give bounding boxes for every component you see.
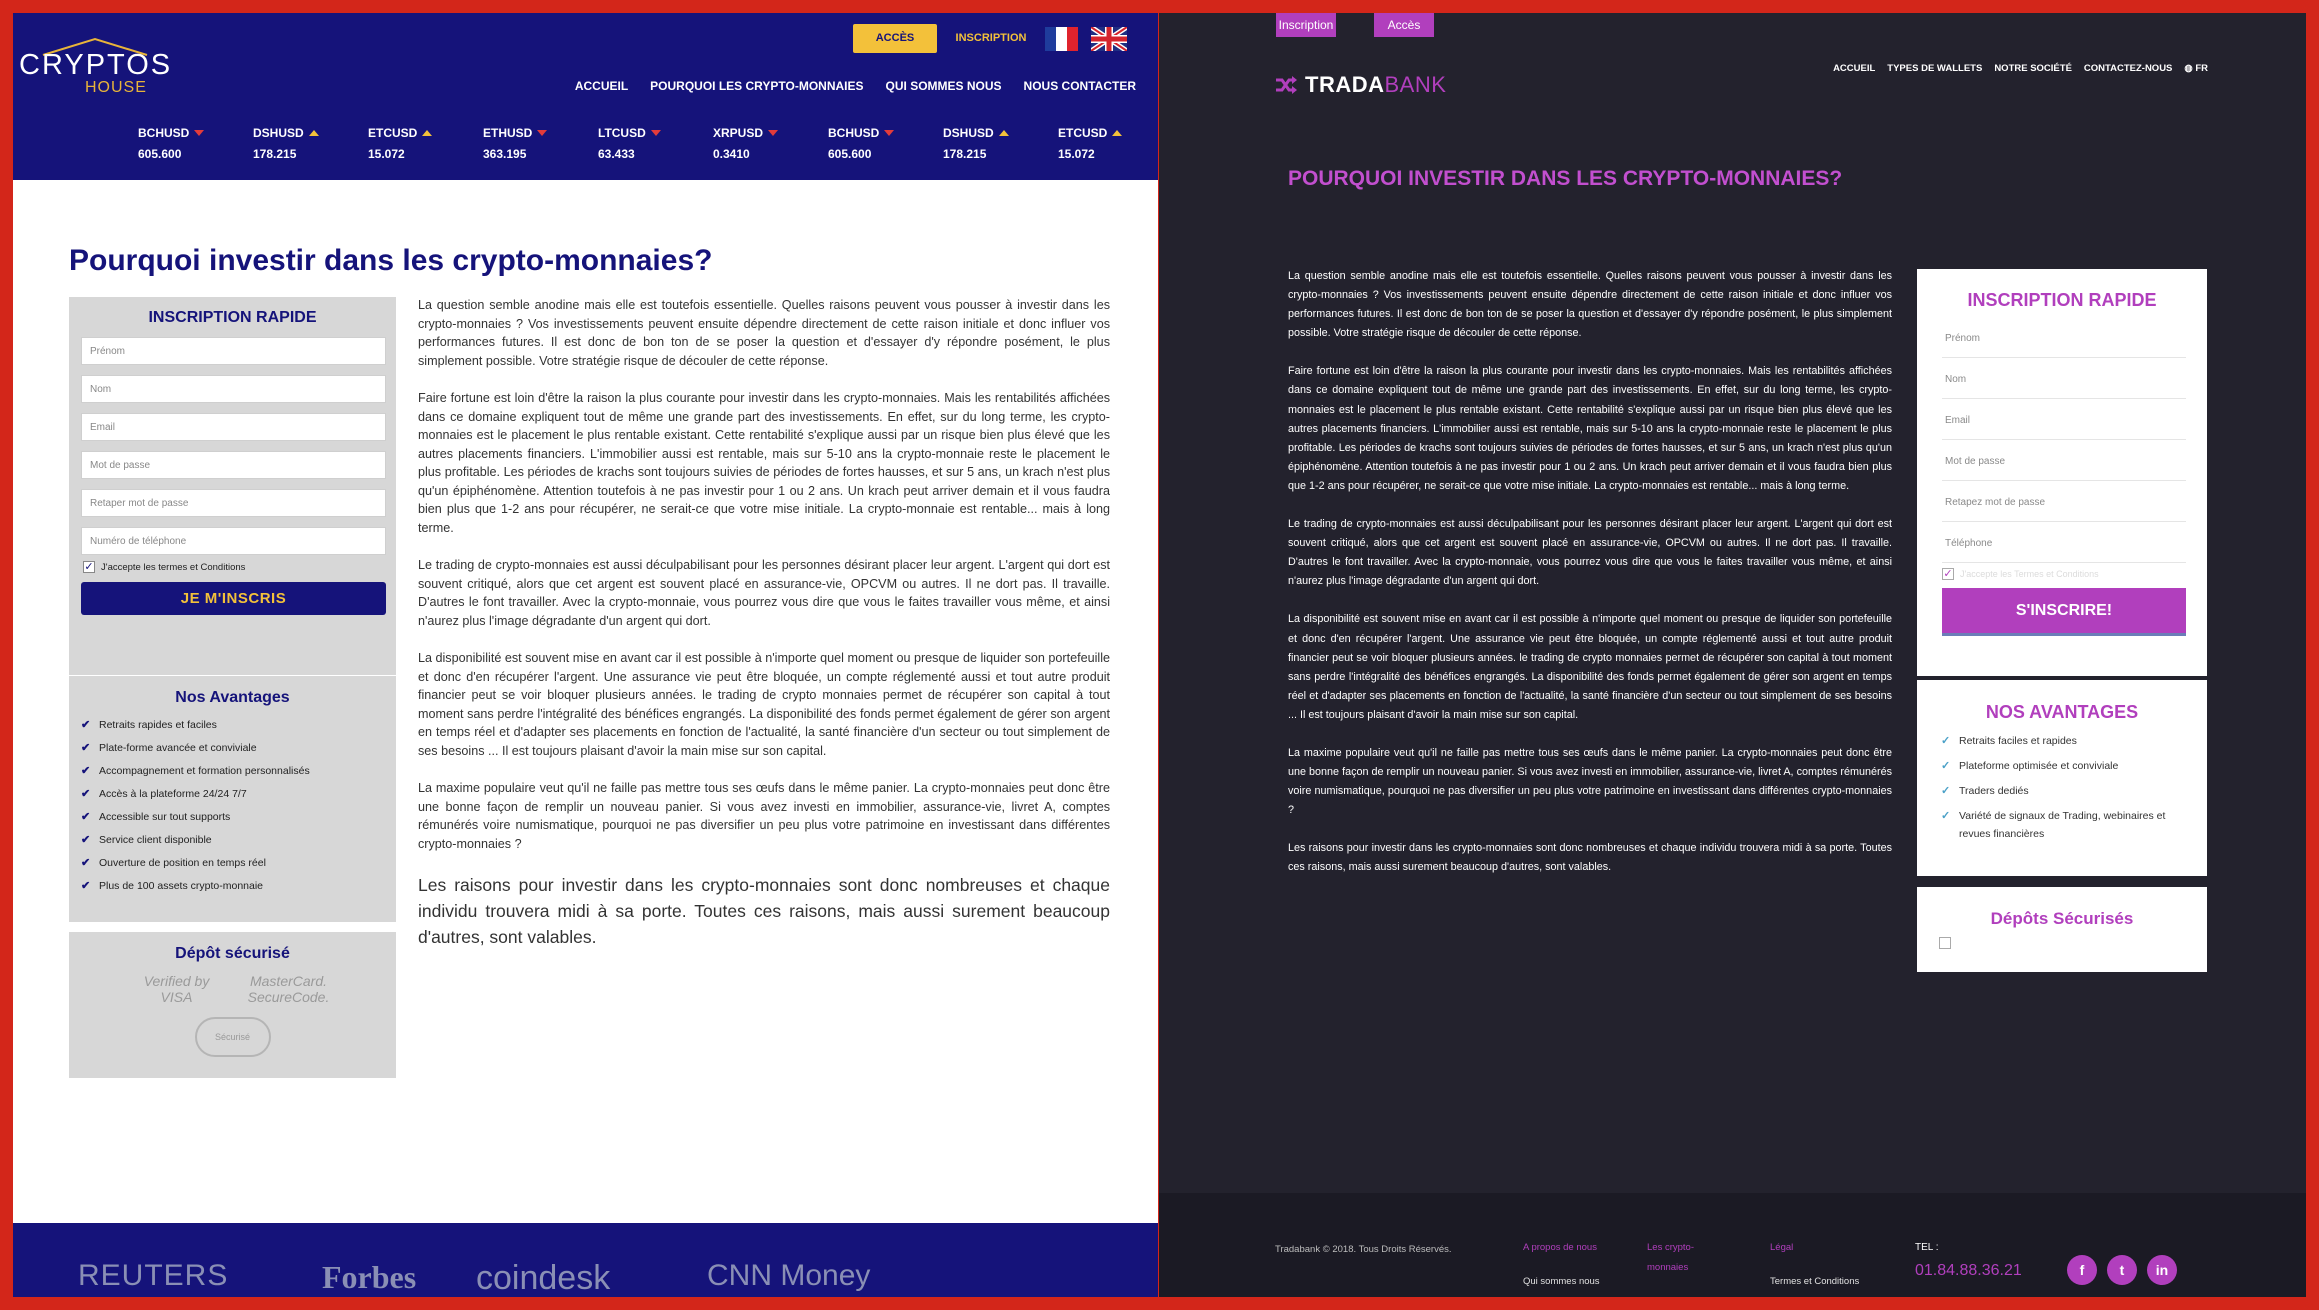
advantage-label: Variété de signaux de Trading, webinaires et revues financières xyxy=(1959,810,2166,840)
check-icon: ✓ xyxy=(1941,735,1951,747)
ticker-value: 178.215 xyxy=(253,147,297,161)
footer-heading-cryptos[interactable]: Les crypto-monnaies xyxy=(1647,1242,1694,1273)
paragraph: Les raisons pour investir dans les crypto-monnaies sont donc nombreuses et chaque individu trouvera midi à sa porte. Toutes ces raisons, mais aussi surement beaucoup d'autres, sont valables. xyxy=(1288,842,1892,874)
ticker-item xyxy=(943,125,1058,161)
ticker-symbol xyxy=(368,125,483,141)
ticker-symbol-label: XRPUSD xyxy=(713,126,764,140)
advantage-label: Retraits faciles et rapides xyxy=(1959,735,2077,747)
header xyxy=(13,13,1158,180)
advantages-box xyxy=(69,676,396,922)
advantage-label: Service client disponible xyxy=(99,833,212,846)
shuffle-arrows-icon xyxy=(1275,76,1297,94)
list-item xyxy=(81,782,396,805)
paragraph: La disponibilité est souvent mise en avant car il est possible à n'importe quel moment ou presque de liquider son portefeuille et donc d'en récupérer l'argent. Une assurance vie peut être bloquée, un compte réglementé aussi et tout autre produit financier peut se voir bloquer plusieurs années. le trading de crypto monnaies permet de récupérer son capital à tout moment sans perdre l'intégralité des bénéfices engrangés. La disponibilité des fonds permet également de gérer son argent en temps réel et d'adapter ses placements en fonction de l'actualité, la santé financière d'un secteur ou tout simplement de ses besoins ... Il est toujours plaisant d'avoir la main mise sur son capital. xyxy=(418,651,1110,758)
nav-item-qui-sommes-nous[interactable]: QUI SOMMES NOUS xyxy=(885,79,1002,93)
check-icon: ✓ xyxy=(1941,760,1951,772)
ticker-symbol-label: ETHUSD xyxy=(483,126,533,140)
check-icon: ✔ xyxy=(81,811,91,823)
paragraph: La question semble anodine mais elle est toutefois essentielle. Quelles raisons peuvent vous pousser à investir dans les crypto-monnaies ? Vos investissements peuvent ensuite dépendre directement de cette raison initiale et donc influer vos performances futures. Il est donc de bon ton de se poser la question et d'essayer d'y répondre posément, le plus simplement possible. Votre stratégie risque de découler de cette réponse. xyxy=(1288,270,1892,340)
deposit-title: Dépôt sécurisé xyxy=(175,945,290,962)
ticker-item xyxy=(598,125,713,161)
list-item xyxy=(81,828,396,851)
paragraph: Faire fortune est loin d'être la raison la plus courante pour investir dans les crypto-monnaies. Mais les rentabilités affichées dans ce domaine expliquent tout de même une grande part des investissements. En effet, sur du long terme, les crypto-monnaies est le placement le plus rentable existant. Cette rentabilité s'explique aussi par un risque bien plus élevé que les autres placements financiers. L'immobilier aussi est rentable, mais sur 5-10 ans la crypto-monnaie reste le placement le plus profitable. Les périodes de krachs sont toujours suivies de périodes de fortes hausses, et sur 5 ans, un krach n'est plus qu'un épiphénomène. Attention toutefois à ne pas investir pour 1 ou 2 ans. Un krach peut arriver demain et il vous faudra bien plus que 1-2 ans pour récupérer, ne serait-ce que votre mise initiale. La crypto-monnaies est rentable... mais à long terme. xyxy=(1288,365,1892,492)
ticker-symbol xyxy=(943,125,1058,141)
advantage-label: Plus de 100 assets crypto-monnaie xyxy=(99,879,264,892)
ticker-symbol-label: DSHUSD xyxy=(943,126,994,140)
language-label: FR xyxy=(2195,63,2208,74)
nav-item-accueil[interactable]: ACCUEIL xyxy=(574,79,629,93)
arrow-up-icon xyxy=(309,130,319,136)
ticker-value: 178.215 xyxy=(943,147,987,161)
nav-item-accueil[interactable]: ACCUEIL xyxy=(1833,63,1876,74)
nav-item-pourquoi[interactable]: POURQUOI LES CRYPTO-MONNAIES xyxy=(650,79,864,93)
acces-button[interactable]: Accès xyxy=(1374,13,1434,37)
facebook-icon[interactable]: f xyxy=(2067,1255,2097,1285)
terms-row xyxy=(83,561,396,573)
form-title: INSCRIPTION RAPIDE xyxy=(1967,290,2157,310)
ticker-item xyxy=(483,125,598,161)
ticker-symbol xyxy=(253,125,368,141)
phone-field[interactable]: Numéro de téléphone xyxy=(81,527,386,555)
lastname-field[interactable]: Nom xyxy=(81,375,386,403)
article-body xyxy=(418,296,1110,969)
advantages-title: NOS AVANTAGES xyxy=(1985,702,2139,722)
secure-deposit-box xyxy=(69,932,396,1078)
arrow-down-icon xyxy=(537,130,547,136)
linkedin-icon[interactable]: in xyxy=(2147,1255,2177,1285)
email-field[interactable]: Email xyxy=(81,413,386,441)
paragraph: La question semble anodine mais elle est toutefois essentielle. Quelles raisons peuvent vous pousser à investir dans les crypto-monnaies ? Vos investissements peuvent ensuite dépendre directement de cette raison initiale et donc influer vos performances futures. Il est donc de bon ton de se poser la question et d'essayer d'y répondre posément, le plus simplement possible. Votre stratégie risque de découler de cette réponse. xyxy=(418,298,1110,368)
advantage-label: Accessible sur tout supports xyxy=(99,810,231,823)
advantage-label: Traders dediés xyxy=(1959,785,2029,797)
list-item xyxy=(1941,729,2191,754)
press-footer xyxy=(13,1223,1158,1297)
ticker-value: 363.195 xyxy=(483,147,527,161)
form-title: INSCRIPTION RAPIDE xyxy=(148,309,317,326)
list-item xyxy=(81,713,396,736)
advantages-box xyxy=(1917,680,2207,876)
language-selector[interactable] xyxy=(2184,63,2208,74)
nav-item-societe[interactable]: NOTRE SOCIÉTÉ xyxy=(1994,63,2072,74)
list-item xyxy=(81,874,396,897)
deposit-title: Dépôts Sécurisés xyxy=(1990,909,2134,928)
ticker-symbol-label: ETCUSD xyxy=(1058,126,1108,140)
ticker-symbol-label: LTCUSD xyxy=(598,126,646,140)
signup-button[interactable]: S'INSCRIRE! xyxy=(1942,588,2186,636)
inscription-button[interactable]: Inscription xyxy=(1276,13,1336,37)
check-icon: ✔ xyxy=(81,742,91,754)
tel-label: TEL : xyxy=(1915,1242,1939,1253)
ticker-symbol xyxy=(713,125,828,141)
check-icon: ✔ xyxy=(81,880,91,892)
check-icon: ✔ xyxy=(81,857,91,869)
ticker-item xyxy=(828,125,943,161)
twitter-icon[interactable]: t xyxy=(2107,1255,2137,1285)
firstname-field[interactable]: Prénom xyxy=(81,337,386,365)
paragraph: La maxime populaire veut qu'il ne faille pas mettre tous ses œufs dans le même panier. La crypto-monnaies peut donc être une bonne façon de remplir un nouveau panier. Si vous avez investi en immobilier, assurance-vie, livret A, comptes rémunérés voire numismatique, pourquoi ne pas diversifier un peu plus votre patrimoine en investissant dans différentes crypto-monnaies ? xyxy=(1288,746,1892,817)
quick-signup-form xyxy=(1917,269,2207,676)
lastname-field[interactable]: Nom xyxy=(1942,358,2186,399)
arrow-up-icon xyxy=(422,130,432,136)
confirm-password-field[interactable]: Retapez mot de passe xyxy=(1942,481,2186,522)
password-field[interactable]: Mot de passe xyxy=(81,451,386,479)
ticker-item xyxy=(253,125,368,161)
page-title: POURQUOI INVESTIR DANS LES CRYPTO-MONNAIES? xyxy=(1288,167,1843,190)
footer-link-qui-sommes-nous[interactable]: Qui sommes nous xyxy=(1523,1276,1600,1287)
advantage-label: Accès à la plateforme 24/24 7/7 xyxy=(99,787,247,800)
paragraph: Le trading de crypto-monnaies est aussi déculpabilisant pour les personnes désirant placer leur argent. L'argent qui dort est souvent critiqué, alors que cet argent est souvent placé en assurance-vie, OPCVM ou autres. Il ne dort pas. Il travaille. D'autres le font travailler. Avec la crypto-monnaie, vous pourrez vous dire que vous le faites travailler vous même, et ainsi n'aurez plus l'image dégradante d'un argent qui dort. xyxy=(418,558,1110,628)
cnn-money-logo: CNN Money xyxy=(707,1259,871,1292)
reuters-logo: REUTERS xyxy=(78,1259,229,1292)
paragraph: La maxime populaire veut qu'il ne faille pas mettre tous ses œufs dans le même panier. La crypto-monnaies peut donc être une bonne façon de remplir un nouveau panier. Si vous avez investi en immobilier, assurance-vie, livret A, comptes rémunérés voire numismatique, pourquoi ne pas diversifier un peu plus votre patrimoine en investissant dans différentes crypto-monnaies ? xyxy=(418,781,1110,851)
verified-by-visa-logo: Verified by VISA xyxy=(143,973,210,1005)
nav-item-wallets[interactable]: TYPES DE WALLETS xyxy=(1887,63,1983,74)
terms-row xyxy=(1942,568,2207,580)
ticker-value: 0.3410 xyxy=(713,147,750,161)
ticker-item xyxy=(713,125,828,161)
ticker-symbol xyxy=(828,125,943,141)
firstname-field[interactable]: Prénom xyxy=(1942,317,2186,358)
phone-number[interactable]: 01.84.88.36.21 xyxy=(1915,1262,2022,1279)
advantage-label: Plate-forme avancée et conviviale xyxy=(99,741,257,754)
ticker-value: 63.433 xyxy=(598,147,635,161)
ticker-value: 605.600 xyxy=(828,147,872,161)
advantage-label: Plateforme optimisée et conviviale xyxy=(1959,760,2119,772)
ticker-symbol xyxy=(138,125,253,141)
forbes-logo: Forbes xyxy=(322,1259,417,1295)
check-icon: ✔ xyxy=(81,834,91,846)
arrow-up-icon xyxy=(999,130,1009,136)
footer-link-terms[interactable]: Termes et Conditions xyxy=(1770,1276,1860,1287)
ticker-symbol-label: BCHUSD xyxy=(828,126,880,140)
page-title: Pourquoi investir dans les crypto-monnaies? xyxy=(69,244,713,277)
logo-text-bank: BANK xyxy=(1384,72,1447,97)
ticker-symbol xyxy=(483,125,598,141)
list-item xyxy=(1941,754,2191,779)
list-item xyxy=(1941,779,2191,804)
inscription-button[interactable]: INSCRIPTION xyxy=(945,24,1037,53)
arrow-down-icon xyxy=(194,130,204,136)
ticker-item xyxy=(1058,125,1158,161)
ticker-symbol xyxy=(1058,125,1158,141)
price-ticker xyxy=(138,125,1158,161)
logo-text-trada: TRADA xyxy=(1305,72,1385,97)
secure-deposits-box xyxy=(1917,887,2207,972)
globe-icon: ◍ xyxy=(2184,63,2196,74)
uk-flag-icon[interactable] xyxy=(1091,27,1127,51)
ticker-symbol-label: BCHUSD xyxy=(138,126,190,140)
check-icon: ✓ xyxy=(1941,810,1951,822)
ticker-symbol xyxy=(598,125,713,141)
check-icon: ✓ xyxy=(1941,785,1951,797)
closing-paragraph: Les raisons pour investir dans les crypto-monnaies sont donc nombreuses et chaque individu trouvera midi à sa porte. Toutes ces raisons, mais aussi surement beaucoup d'autres, sont valables. xyxy=(418,875,1110,947)
tradabank-logo[interactable] xyxy=(1275,72,1446,98)
footer xyxy=(1159,1193,2306,1297)
arrow-up-icon xyxy=(1112,130,1122,136)
footer-heading-about[interactable]: A propos de nous xyxy=(1523,1242,1597,1253)
coindesk-logo: coindesk xyxy=(476,1259,611,1297)
list-item xyxy=(81,759,396,782)
cryptos-house-page xyxy=(13,13,1158,1297)
quick-signup-form xyxy=(69,297,396,675)
footer-heading-legal[interactable]: Légal xyxy=(1770,1242,1794,1253)
paragraph: La disponibilité est souvent mise en avant car il est possible à n'importe quel moment ou presque de liquider son portefeuille et donc d'en récupérer l'argent. Une assurance vie peut être bloquée, un compte réglementé aussi et tout autre produit financier peut se voir bloquer plusieurs années. le trading de crypto monnaies permet de récupérer son capital à tout moment sans perdre l'intégralité des bénéfices engrangés. La disponibilité des fonds permet également de gérer son argent en temps réel et d'adapter ses placements en fonction de l'actualité, la santé financière d'un secteur ou tout simplement de ses besoins ... Il est toujours plaisant d'avoir la main mise sur son capital. xyxy=(1288,613,1892,721)
paragraph: Le trading de crypto-monnaies est aussi déculpabilisant pour les personnes désirant placer leur argent. L'argent qui dort est souvent critiqué, alors que cet argent est souvent placé en assurance-vie, OPCVM ou autres. Il ne dort pas. Il travaille. D'autres le font travailler. Avec la crypto-monnaie, vous pourrez vous dire que vous le faites travailler vous même, et ainsi n'aurez plus l'image dégradante d'un argent qui dort. xyxy=(1288,518,1892,588)
secure-seal-icon: Sécurisé xyxy=(195,1017,271,1057)
ticker-symbol-label: DSHUSD xyxy=(253,126,304,140)
advantages-title: Nos Avantages xyxy=(175,689,290,706)
tradabank-page xyxy=(1159,13,2306,1297)
terms-checkbox[interactable]: ✓ xyxy=(84,561,94,573)
cryptos-house-logo[interactable] xyxy=(19,23,173,96)
ticker-symbol-label: ETCUSD xyxy=(368,126,418,140)
nav-item-contact[interactable]: CONTACTEZ-NOUS xyxy=(2083,63,2173,74)
arrow-down-icon xyxy=(884,130,894,136)
mastercard-securecode-logo: MasterCard. SecureCode. xyxy=(247,973,330,1005)
list-item xyxy=(81,736,396,759)
acces-button[interactable]: ACCÈS xyxy=(853,24,937,53)
phone-field[interactable]: Téléphone xyxy=(1942,522,2186,563)
ticker-item xyxy=(368,125,483,161)
check-icon: ✔ xyxy=(81,765,91,777)
list-item xyxy=(81,805,396,828)
main-nav xyxy=(1833,63,2208,74)
logo-text-main: CRYPTOS xyxy=(19,49,173,81)
check-icon: ✔ xyxy=(81,788,91,800)
paragraph: Faire fortune est loin d'être la raison la plus courante pour investir dans les crypto-monnaies. Mais les rentabilités affichées dans ce domaine expliquent tout de même une grande part des investissements. En effet, sur du long terme, les crypto-monnaies est le placement le plus rentable existant. Cette rentabilité s'explique aussi par un risque bien plus élevé que les autres placements financiers. L'immobilier aussi est rentable, mais sur 5-10 ans la crypto-monnaie reste le placement le plus profitable. Les périodes de krachs sont toujours suivies de périodes de fortes hausses, et sur 5 ans, un krach n'est plus qu'un épiphénomène. Attention toutefois à ne pas investir pour 1 ou 2 ans. Un krach peut arriver demain et il vous faudra bien plus que 1-2 ans pour récupérer, ne serait-ce que votre mise initiale. La crypto-monnaie est rentable... mais à long terme. xyxy=(418,391,1110,535)
advantage-label: Retraits rapides et faciles xyxy=(99,718,217,731)
french-flag-icon[interactable] xyxy=(1045,27,1078,51)
advantage-label: Accompagnement et formation personnalisés xyxy=(99,764,310,777)
ticker-value: 15.072 xyxy=(368,147,405,161)
article-body xyxy=(1288,267,1892,897)
copyright: Tradabank © 2018. Tous Droits Réservés. xyxy=(1275,1244,1452,1255)
ticker-value: 605.600 xyxy=(138,147,182,161)
ticker-item xyxy=(138,125,253,161)
terms-label: J'accepte les Termes et Conditions xyxy=(1960,569,2099,579)
list-item xyxy=(1941,804,2191,847)
terms-checkbox[interactable]: ✓ xyxy=(1943,568,1953,580)
advantage-label: Ouverture de position en temps réel xyxy=(99,856,266,869)
broken-image-icon xyxy=(1939,937,1951,949)
check-icon: ✔ xyxy=(81,719,91,731)
ticker-value: 15.072 xyxy=(1058,147,1095,161)
confirm-password-field[interactable]: Retaper mot de passe xyxy=(81,489,386,517)
arrow-down-icon xyxy=(768,130,778,136)
arrow-down-icon xyxy=(651,130,661,136)
password-field[interactable]: Mot de passe xyxy=(1942,440,2186,481)
main-nav xyxy=(575,79,1136,93)
nav-item-contact[interactable]: NOUS CONTACTER xyxy=(1023,79,1136,93)
logo-text-sub: HOUSE xyxy=(85,79,147,96)
list-item xyxy=(81,851,396,874)
terms-label: J'accepte les termes et Conditions xyxy=(101,561,246,573)
signup-button[interactable]: JE M'INSCRIS xyxy=(81,582,386,615)
email-field[interactable]: Email xyxy=(1942,399,2186,440)
